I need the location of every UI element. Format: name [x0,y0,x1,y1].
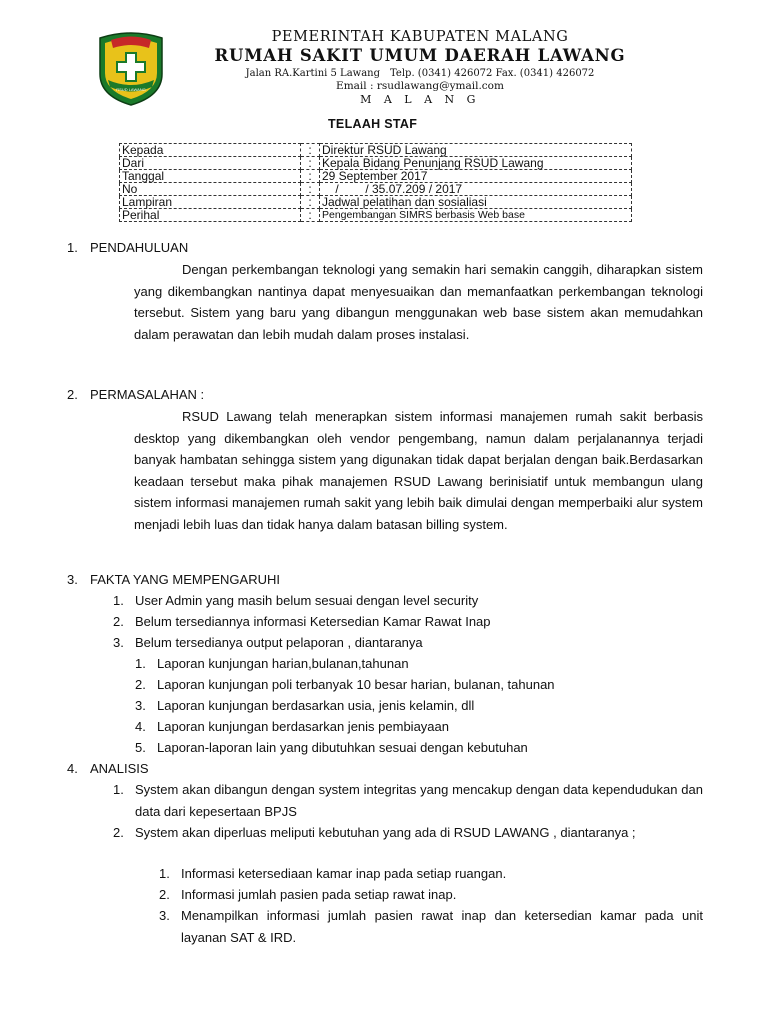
letterhead [180,28,660,107]
meta-value: Direktur RSUD Lawang [320,144,632,157]
address: Jalan RA.Kartini 5 Lawang [245,68,381,79]
section-heading [67,240,188,256]
item-text: Informasi ketersediaan kamar inap pada setiap ruangan. [181,866,507,881]
meta-row [120,183,632,196]
logo-caption: RSUD LAWANG [116,87,146,92]
section-heading [67,761,149,777]
meta-value: 29 September 2017 [320,170,632,183]
item-text: Belum tersediannya informasi Ketersedian Kamar Rawat Inap [135,614,491,629]
item-text: System akan diperluas meliputi kebutuhan yang ada di RSUD LAWANG , diantaranya ; [135,825,636,840]
item-number: 3. [113,635,124,650]
meta-value: Jadwal pelatihan dan sosialiasi [320,196,632,209]
section-title: PENDAHULUAN [90,240,189,255]
meta-separator: : [301,196,320,209]
item-number: 2. [135,677,146,692]
item-number: 1. [159,866,170,881]
list-item [113,822,703,844]
sub-list-item [159,887,456,903]
section-heading [67,572,280,588]
address-line [180,67,660,80]
meta-separator: : [301,144,320,157]
meta-row [120,196,632,209]
item-text: Laporan kunjungan berdasarkan usia, jenis kelamin, dll [157,698,475,713]
meta-row [120,144,632,157]
sub-list-item [135,656,409,672]
sub-list-item [159,905,703,948]
sub-list-item [135,719,449,735]
meta-value: / / 35.07.209 / 2017 [320,183,632,196]
email-line: Email : rsudlawang@ymail.com [336,80,504,92]
meta-separator: : [301,183,320,196]
meta-key: No [120,183,301,196]
government-name: PEMERINTAH KABUPATEN MALANG [271,29,569,45]
item-text: System akan dibangun dengan system integritas yang mencakup dengan data kependudukan dan data dari kepesertaan BPJS [135,782,703,819]
item-number: 1. [113,593,124,608]
item-number: 4. [135,719,146,734]
meta-row [120,157,632,170]
meta-separator: : [301,157,320,170]
meta-key: Kepada [120,144,301,157]
list-item [113,779,703,822]
item-text: Belum tersedianya output pelaporan , diantaranya [135,635,423,650]
item-text: Laporan kunjungan berdasarkan jenis pembiayaan [157,719,449,734]
meta-row [120,209,632,222]
sub-list-item [159,866,506,882]
city-name: M A L A N G [360,93,480,106]
meta-value: Kepala Bidang Penunjang RSUD Lawang [320,157,632,170]
item-text: Informasi jumlah pasien pada setiap rawat inap. [181,887,457,902]
section-number: 2. [67,387,78,402]
meta-value: Pengembangan SIMRS berbasis Web base [320,209,632,222]
item-number: 1. [113,782,124,797]
hospital-name: RUMAH SAKIT UMUM DAERAH LAWANG [214,46,626,65]
section-title: PERMASALAHAN : [90,387,205,402]
item-text: Menampilkan informasi jumlah pasien rawat inap dan ketersedian kamar pada unit layanan SAT & IRD. [181,908,703,945]
item-number: 1. [135,656,146,671]
document-title: TELAAH STAF [328,117,418,131]
section-paragraph [134,406,703,535]
list-item [113,635,423,651]
meta-key: Perihal [120,209,301,222]
header-table [119,143,632,222]
item-number: 2. [113,614,124,629]
item-number: 2. [159,887,170,902]
item-text: Laporan-laporan lain yang dibutuhkan sesuai dengan kebutuhan [157,740,528,755]
section-number: 3. [67,572,78,587]
item-text: User Admin yang masih belum sesuai dengan level security [135,593,479,608]
item-number: 3. [159,908,170,923]
section-number: 1. [67,240,78,255]
paragraph-text: RSUD Lawang telah menerapkan sistem informasi manajemen rumah sakit berbasis desktop yang dikembangkan oleh vendor pengembang, namun dalam perjalanannya terjadi banyak hambatan sehingga sistem yang digunakan tidak dapat berjalan dengan baik.Berdasarkan keadaan tersebut maka pihak manajemen RSUD Lawang berinisiatif untuk membangun ulang sistem informasi manajemen rumah sakit yang lebih baik dimulai dengan memperbaiki alur system menjadi lebih luas dan tidak hanya dalam batasan billing system. [134,409,703,532]
sub-list-item [135,740,528,756]
meta-separator: : [301,209,320,222]
item-text: Laporan kunjungan poli terbanyak 10 besar harian, bulanan, tahunan [157,677,555,692]
meta-key: Dari [120,157,301,170]
sub-list-item [135,677,555,693]
list-item [113,593,478,609]
sub-list-item [135,698,474,714]
item-number: 2. [113,825,124,840]
phone-fax: Telp. (0341) 426072 Fax. (0341) 426072 [390,68,595,79]
meta-separator: : [301,170,320,183]
hospital-logo [94,30,168,106]
section-title: ANALISIS [90,761,149,776]
paragraph-text: Dengan perkembangan teknologi yang semakin hari semakin canggih, diharapkan sistem yang dikembangkan nantinya dapat menyesuaikan dan memanfaatkan perkembangan teknologi tersebut. Sistem yang baru yang dibangun menggunakan web base sistem akan memudahkan dalam perawatan dan lebih mudah dalam proses instalasi. [134,262,703,342]
section-number: 4. [67,761,78,776]
section-paragraph [134,259,703,345]
meta-key: Lampiran [120,196,301,209]
section-heading [67,387,204,403]
meta-key: Tanggal [120,170,301,183]
item-number: 3. [135,698,146,713]
item-text: Laporan kunjungan harian,bulanan,tahunan [157,656,409,671]
item-number: 5. [135,740,146,755]
section-title: FAKTA YANG MEMPENGARUHI [90,572,280,587]
meta-row [120,170,632,183]
list-item [113,614,491,630]
